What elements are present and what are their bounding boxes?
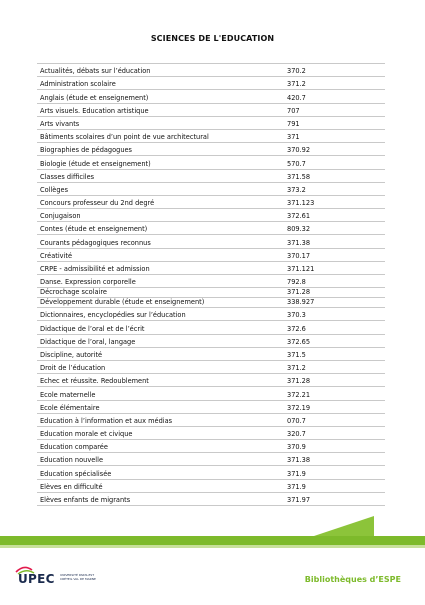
subject-cell: Classes difficiles	[40, 172, 95, 181]
subject-cell: Education spécialisée	[40, 469, 112, 478]
subject-cell: Ecole élémentaire	[40, 403, 100, 412]
table-row	[37, 104, 385, 117]
dewey-code-cell: 372.19	[287, 403, 311, 412]
subject-cell: Education morale et civique	[40, 430, 133, 439]
dewey-code-cell: 371	[287, 133, 300, 142]
dewey-code-cell: 371.9	[287, 469, 306, 478]
subject-cell: Didactique de l’oral et de l’écrit	[40, 324, 145, 333]
table-row	[37, 275, 385, 288]
page-title: SCIENCES DE L'EDUCATION	[150, 34, 275, 43]
dewey-code-cell: 338.927	[287, 298, 315, 307]
subject-cell: Elèves en difficulté	[40, 482, 103, 491]
table-row	[37, 480, 385, 493]
table-row	[37, 335, 385, 348]
table-row	[37, 374, 385, 387]
table-row	[37, 440, 385, 453]
subject-cell: Echec et réussite. Redoublement	[40, 377, 149, 386]
dewey-code-cell: 370.17	[287, 251, 311, 260]
table-row	[37, 196, 385, 209]
subject-cell: Elèves enfants de migrants	[40, 496, 131, 504]
dewey-code-cell: 371.2	[287, 80, 306, 89]
table-row	[37, 321, 385, 334]
subject-cell: Créativité	[40, 251, 73, 260]
dewey-code-cell: 371.123	[287, 199, 315, 208]
subject-table	[37, 63, 385, 506]
dewey-code-cell: 370.3	[287, 311, 306, 320]
subject-cell: Droit de l’éducation	[40, 364, 106, 373]
table-row	[37, 63, 385, 77]
dewey-code-cell: 371.38	[287, 456, 311, 465]
dewey-code-cell: 420.7	[287, 93, 306, 102]
subject-cell: Education nouvelle	[40, 456, 103, 465]
table-row	[37, 183, 385, 196]
subject-cell: Biographies de pédagogues	[40, 146, 132, 155]
dewey-code-cell: 371.38	[287, 238, 311, 247]
table-row	[37, 235, 385, 248]
upec-logo-text: UPEC	[18, 572, 55, 586]
subject-cell: Développement durable (étude et enseignement)	[40, 298, 205, 307]
subject-cell: Contes (étude et enseignement)	[40, 225, 148, 234]
table-row	[37, 262, 385, 275]
table-row	[37, 298, 385, 308]
table-row	[37, 387, 385, 400]
table-row	[37, 466, 385, 479]
dewey-code-cell: 371.28	[287, 377, 311, 386]
dewey-code-cell: 371.97	[287, 496, 311, 504]
dewey-code-cell: 371.28	[287, 288, 311, 297]
table-row	[37, 453, 385, 466]
subject-cell: Décrochage scolaire	[40, 288, 107, 297]
dewey-code-cell: 370.92	[287, 146, 311, 155]
footer-notch-shape	[308, 516, 374, 538]
table-row	[37, 209, 385, 222]
subject-cell: Actualités, débats sur l’éducation	[40, 67, 151, 76]
dewey-code-cell: 372.6	[287, 324, 306, 333]
table-row	[37, 130, 385, 143]
footer-brand-text: Bibliothèques d’ESPE	[304, 575, 401, 584]
subject-cell: CRPE - admissibilité et admission	[40, 265, 150, 273]
dewey-code-cell: 372.21	[287, 390, 311, 399]
table-row	[37, 414, 385, 427]
table-row	[37, 170, 385, 183]
table-row	[37, 493, 385, 506]
table-row	[37, 222, 385, 235]
dewey-code-cell: 372.61	[287, 212, 311, 221]
dewey-code-cell: 320.7	[287, 430, 306, 439]
dewey-code-cell: 370.9	[287, 443, 306, 452]
footer-light-bar	[0, 545, 425, 548]
subject-cell: Bâtiments scolaires d’un point de vue architectural	[40, 133, 209, 142]
dewey-code-cell: 371.9	[287, 482, 306, 491]
dewey-code-cell: 371.5	[287, 350, 306, 359]
footer-green-bar	[0, 536, 425, 545]
dewey-code-cell: 373.2	[287, 185, 306, 194]
dewey-code-cell: 371.121	[287, 265, 315, 273]
subject-cell: Concours professeur du 2nd degré	[40, 199, 155, 208]
table-row	[37, 249, 385, 262]
subject-cell: Conjugaison	[40, 212, 81, 221]
table-row	[37, 117, 385, 130]
subject-cell: Education comparée	[40, 443, 108, 452]
subject-cell: Ecole maternelle	[40, 390, 96, 399]
dewey-code-cell: 372.65	[287, 337, 311, 346]
dewey-code-cell: 707	[287, 106, 300, 115]
dewey-code-cell: 570.7	[287, 159, 306, 168]
table-row	[37, 77, 385, 90]
table-row	[37, 156, 385, 169]
table-row	[37, 143, 385, 156]
dewey-code-cell: 792.8	[287, 278, 306, 287]
table-row	[37, 288, 385, 298]
subject-cell: Arts vivants	[40, 119, 80, 128]
subject-cell: Education à l’information et aux médias	[40, 416, 173, 425]
subject-cell: Didactique de l’oral, langage	[40, 337, 136, 346]
subject-cell: Biologie (étude et enseignement)	[40, 159, 151, 168]
subject-cell: Administration scolaire	[40, 80, 116, 89]
dewey-code-cell: 070.7	[287, 416, 306, 425]
subject-cell: Courants pédagogiques reconnus	[40, 238, 151, 247]
subject-cell: Dictionnaires, encyclopédies sur l’éducation	[40, 311, 186, 320]
table-row	[37, 361, 385, 374]
dewey-code-cell: 370.2	[287, 67, 306, 76]
subject-cell: Danse. Expression corporelle	[40, 278, 136, 287]
dewey-code-cell: 809.32	[287, 225, 311, 234]
table-row	[37, 308, 385, 321]
dewey-code-cell: 371.58	[287, 172, 311, 181]
subject-cell: Arts visuels. Education artistique	[40, 106, 149, 115]
dewey-code-cell: 371.2	[287, 364, 306, 373]
table-row	[37, 348, 385, 361]
subject-cell: Discipline, autorité	[40, 350, 103, 359]
table-row	[37, 90, 385, 103]
table-row	[37, 401, 385, 414]
upec-logo-subtitle: UNIVERSITÉ PARIS-EST CRÉTEIL VAL DE MARNE	[60, 573, 96, 581]
table-row	[37, 427, 385, 440]
dewey-code-cell: 791	[287, 119, 300, 128]
subject-cell: Anglais (étude et enseignement)	[40, 93, 149, 102]
subject-cell: Collèges	[40, 185, 69, 194]
